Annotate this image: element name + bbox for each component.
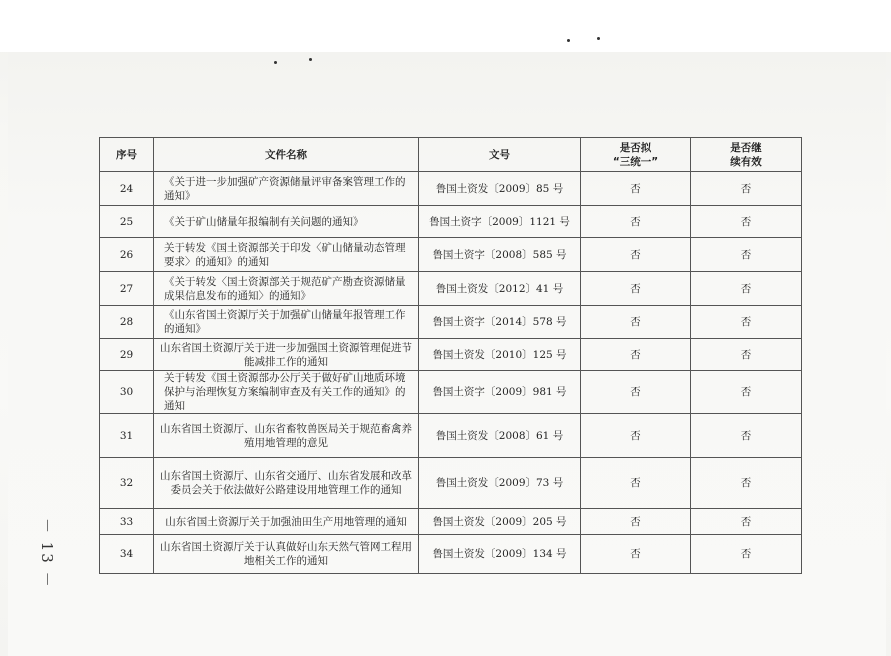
cell-doc-no: 鲁国土资发〔2010〕125 号 [419,339,581,371]
table-row [100,414,802,458]
scan-speck [274,61,277,64]
cell-name: 关于转发《国土资源部办公厅关于做好矿山地质环境保护与治理恢复方案编制审查及有关工作的通知》的通知 [154,371,419,414]
scan-speck [597,37,600,40]
cell-name: 《关于进一步加强矿产资源储量评审备案管理工作的通知》 [154,172,419,206]
header-valid: 是否继 续有效 [691,138,802,172]
cell-index: 26 [100,238,154,272]
cell-doc-no: 鲁国土资字〔2008〕585 号 [419,238,581,272]
cell-doc-no: 鲁国土资发〔2008〕61 号 [419,414,581,458]
table-header-row [100,138,802,172]
cell-valid: 否 [691,238,802,272]
scan-top-margin [0,0,891,52]
cell-doc-no: 鲁国土资发〔2009〕73 号 [419,458,581,509]
table-row [100,535,802,574]
table-row [100,172,802,206]
cell-name: 山东省国土资源厅、山东省畜牧兽医局关于规范畜禽养殖用地管理的意见 [154,414,419,458]
cell-unify: 否 [581,339,691,371]
header-doc-no: 文号 [419,138,581,172]
cell-doc-no: 鲁国土资发〔2009〕205 号 [419,509,581,535]
cell-index: 30 [100,371,154,414]
cell-index: 31 [100,414,154,458]
cell-valid: 否 [691,339,802,371]
cell-index: 32 [100,458,154,509]
table-row [100,206,802,238]
page-number: － 13 － [38,518,56,589]
cell-unify: 否 [581,458,691,509]
cell-name: 山东省国土资源厅关于进一步加强国土资源管理促进节能减排工作的通知 [154,339,419,371]
cell-index: 25 [100,206,154,238]
cell-valid: 否 [691,306,802,339]
cell-index: 24 [100,172,154,206]
cell-name: 关于转发《国土资源部关于印发〈矿山储量动态管理要求〉的通知》的通知 [154,238,419,272]
cell-name: 山东省国土资源厅、山东省交通厅、山东省发展和改革委员会关于依法做好公路建设用地管理工作的通知 [154,458,419,509]
cell-valid: 否 [691,509,802,535]
table-row [100,458,802,509]
cell-unify: 否 [581,172,691,206]
cell-unify: 否 [581,206,691,238]
cell-valid: 否 [691,272,802,306]
cell-valid: 否 [691,371,802,414]
cell-unify: 否 [581,535,691,574]
header-name: 文件名称 [154,138,419,172]
scan-speck [567,39,570,42]
cell-name: 《关于矿山储量年报编制有关问题的通知》 [154,206,419,238]
cell-unify: 否 [581,238,691,272]
cell-doc-no: 鲁国土资字〔2009〕981 号 [419,371,581,414]
cell-unify: 否 [581,272,691,306]
cell-doc-no: 鲁国土资发〔2012〕41 号 [419,272,581,306]
cell-index: 28 [100,306,154,339]
cell-valid: 否 [691,414,802,458]
cell-name: 《山东省国土资源厅关于加强矿山储量年报管理工作的通知》 [154,306,419,339]
table-row [100,306,802,339]
table-row [100,509,802,535]
cell-name: 山东省国土资源厅关于认真做好山东天然气管网工程用地相关工作的通知 [154,535,419,574]
cell-valid: 否 [691,172,802,206]
cell-index: 34 [100,535,154,574]
document-table [99,137,802,574]
cell-valid: 否 [691,458,802,509]
cell-doc-no: 鲁国土资字〔2014〕578 号 [419,306,581,339]
header-index: 序号 [100,138,154,172]
table-row [100,371,802,414]
cell-unify: 否 [581,306,691,339]
header-unify: 是否拟 “三统一” [581,138,691,172]
cell-unify: 否 [581,509,691,535]
scan-speck [309,58,312,61]
cell-index: 33 [100,509,154,535]
cell-unify: 否 [581,371,691,414]
cell-index: 29 [100,339,154,371]
cell-unify: 否 [581,414,691,458]
cell-index: 27 [100,272,154,306]
cell-name: 山东省国土资源厅关于加强油田生产用地管理的通知 [154,509,419,535]
cell-valid: 否 [691,535,802,574]
table-row [100,339,802,371]
cell-valid: 否 [691,206,802,238]
cell-doc-no: 鲁国土资发〔2009〕134 号 [419,535,581,574]
cell-doc-no: 鲁国土资字〔2009〕1121 号 [419,206,581,238]
cell-name: 《关于转发〈国土资源部关于规范矿产勘查资源储量成果信息发布的通知〉的通知》 [154,272,419,306]
table-row [100,238,802,272]
cell-doc-no: 鲁国土资发〔2009〕85 号 [419,172,581,206]
table-row [100,272,802,306]
